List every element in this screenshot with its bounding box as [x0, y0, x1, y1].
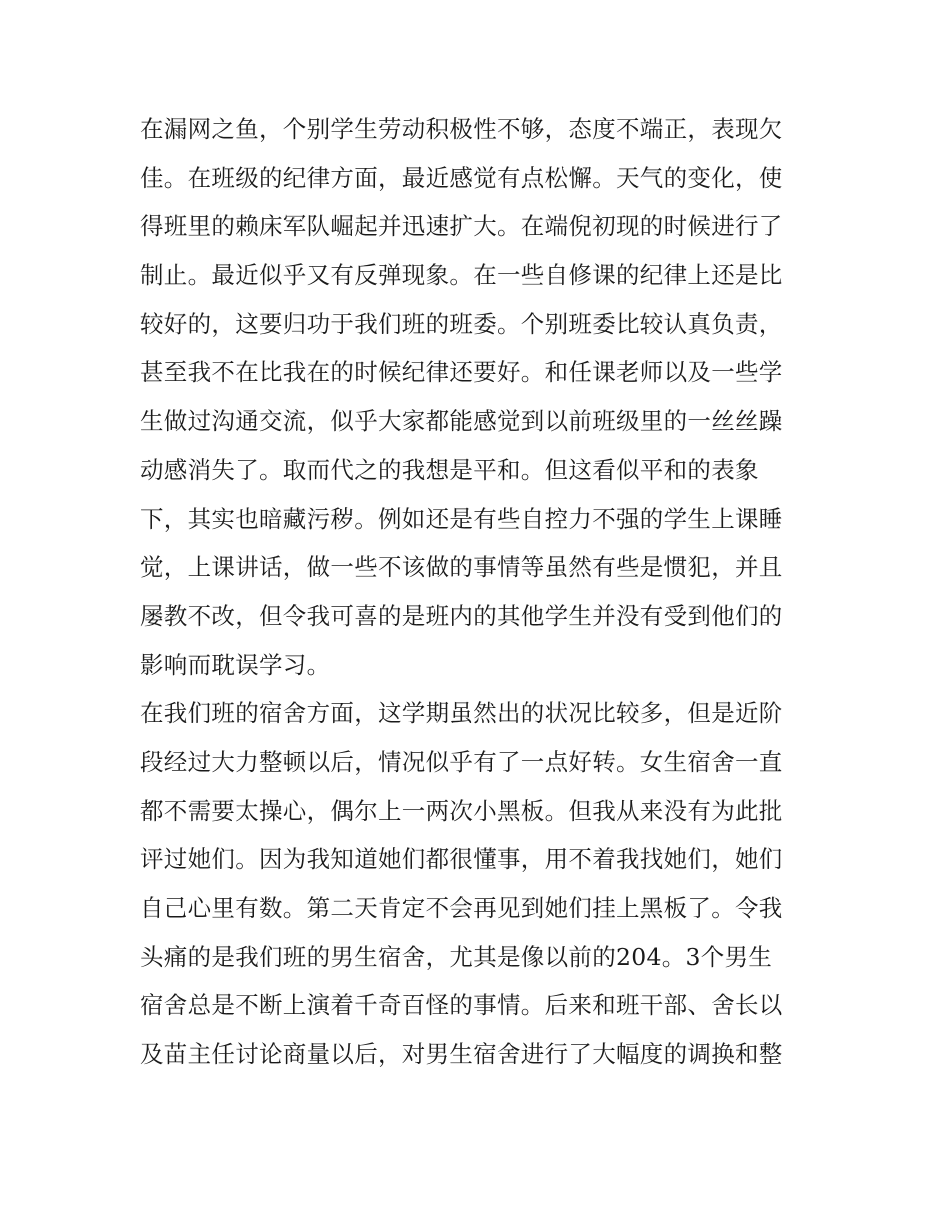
text-line: 制止。最近似乎又有反弹现象。在一些自修课的纪律上还是比 [140, 261, 783, 290]
text-line: 得班里的赖床军队崛起并迅速扩大。在端倪初现的时候进行了 [140, 212, 783, 241]
text-line: 在我们班的宿舍方面，这学期虽然出的状况比较多，但是近阶 [140, 699, 783, 728]
text-line: 动感消失了。取而代之的我想是平和。但这看似平和的表象 [140, 455, 759, 484]
text-line: 佳。在班级的纪律方面，最近感觉有点松懈。天气的变化，使 [140, 163, 783, 192]
document-body [140, 105, 830, 1079]
text-line: 自己心里有数。第二天肯定不会再见到她们挂上黑板了。令我 [140, 894, 783, 922]
text-line: 下，其实也暗藏污秽。例如还是有些自控力不强的学生上课睡 [140, 504, 783, 533]
text-line: 影响而耽误学习。 [140, 650, 331, 679]
text-line: 宿舍总是不断上演着千奇百怪的事情。后来和班干部、舍长以 [140, 991, 783, 1020]
text-line: 觉，上课讲话，做一些不该做的事情等虽然有些是惯犯，并且 [140, 553, 783, 582]
text-line: 头痛的是我们班的男生宿舍，尤其是像以前的204。3个男生 [140, 942, 773, 971]
text-line: 及苗主任讨论商量以后，对男生宿舍进行了大幅度的调换和整 [140, 1040, 783, 1069]
text-line: 较好的，这要归功于我们班的班委。个别班委比较认真负责， [140, 309, 783, 338]
text-line: 都不需要太操心，偶尔上一两次小黑板。但我从来没有为此批 [140, 796, 783, 825]
paragraph-1 [140, 105, 830, 689]
text-line: 评过她们。因为我知道她们都很懂事，用不着我找她们，她们 [140, 845, 783, 874]
text-line: 甚至我不在比我在的时候纪律还要好。和任课老师以及一些学 [140, 358, 783, 387]
text-line: 在漏网之鱼，个别学生劳动积极性不够，态度不端正，表现欠 [140, 115, 783, 143]
text-line: 屡教不改，但令我可喜的是班内的其他学生并没有受到他们的 [140, 601, 783, 630]
text-line: 生做过沟通交流，似乎大家都能感觉到以前班级里的一丝丝躁 [140, 407, 783, 436]
paragraph-2 [140, 689, 830, 1079]
text-line: 段经过大力整顿以后，情况似乎有了一点好转。女生宿舍一直 [140, 747, 783, 776]
